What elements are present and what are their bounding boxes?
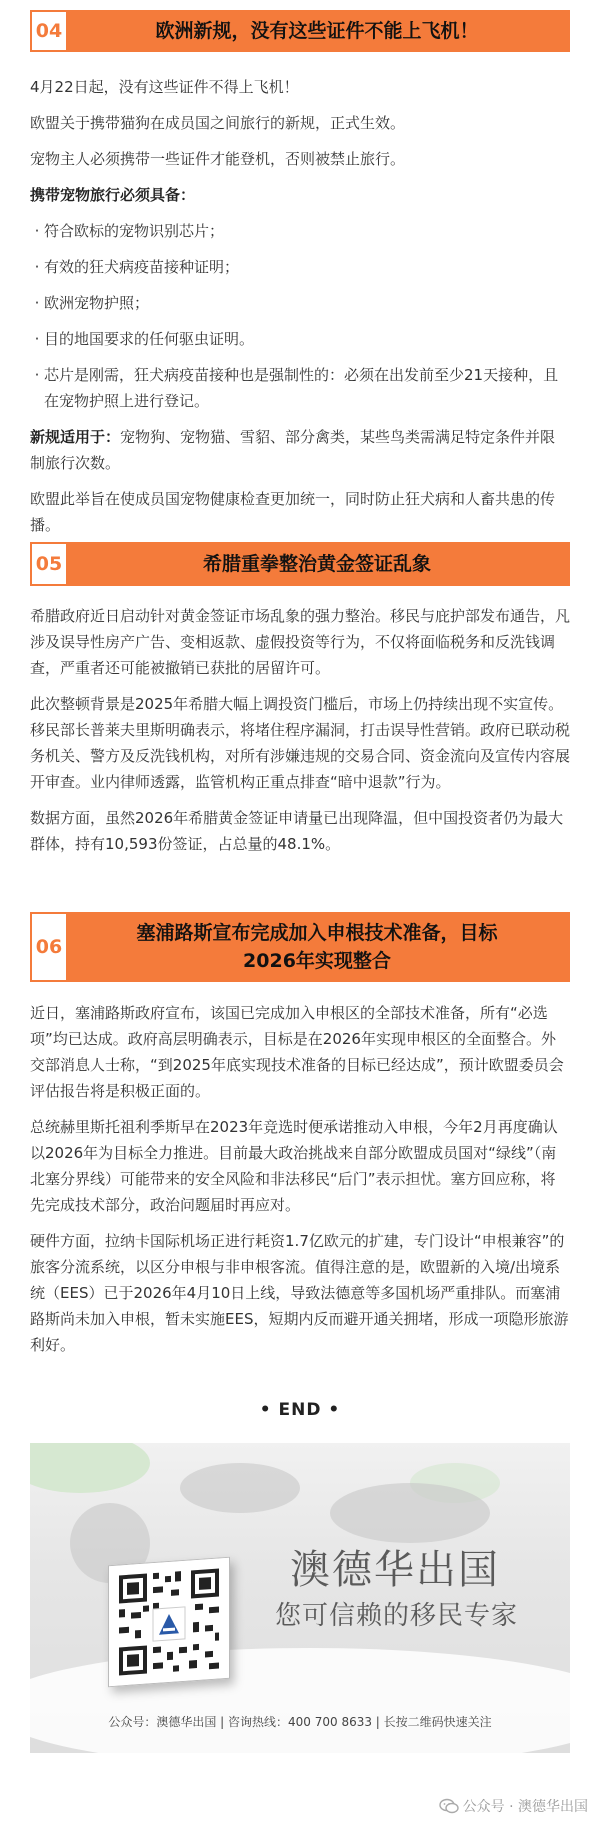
section-05-body — [30, 603, 570, 867]
paragraph: 欧盟关于携带猫狗在成员国之间旅行的新规，正式生效。 — [30, 114, 406, 132]
bullet-dot: · — [34, 294, 40, 312]
list-item: · 欧洲宠物护照； — [30, 290, 570, 316]
paragraph: 数据方面，虽然2026年希腊黄金签证申请量已出现降温，但中国投资者仍为最大群体，持有10,593份签证，占总量的48.1%。 — [30, 809, 564, 853]
section-title: 欧洲新规，没有这些证件不能上飞机！ — [155, 20, 479, 42]
list-item: · 有效的狂犬病疫苗接种证明； — [30, 254, 570, 280]
qr-code-icon — [109, 1558, 229, 1686]
end-marker: • END • — [259, 1400, 341, 1420]
section-title-line: 2026年实现整合 — [243, 950, 391, 972]
list-item: · 目的地国要求的任何驱虫证明。 — [30, 326, 570, 352]
paragraph: 欧盟此举旨在使成员国宠物健康检查更加统一，同时防止狂犬病和人畜共患的传播。 — [30, 490, 556, 534]
paragraph: 宠物主人必须携带一些证件才能登机，否则被禁止旅行。 — [30, 150, 406, 168]
section-title — [66, 914, 568, 980]
scope-label: 新规适用于： — [30, 428, 121, 446]
contact-footer: 公众号：澳德华出国 | 咨询热线：400 700 8633 | 长按二维码快速关注 — [108, 1715, 492, 1729]
section-04-header — [30, 10, 570, 52]
scope-paragraph — [30, 424, 570, 476]
map-decoration — [30, 1443, 150, 1493]
section-title-line: 塞浦路斯宣布完成加入申根技术准备，目标 — [136, 922, 498, 944]
account-watermark — [439, 1796, 588, 1816]
bullet-dot: · — [34, 366, 40, 384]
qr-code[interactable] — [108, 1557, 230, 1688]
section-06-header — [30, 912, 570, 982]
paragraph: 希腊政府近日启动针对黄金签证市场乱象的强力整治。移民与庇护部发布通告，凡涉及误导性房产广告、变相返款、虚假投资等行为，不仅将面临税务和反洗钱调查，严重者还可能被撤销已获批的居留许可。 — [30, 607, 571, 677]
bullet-dot: · — [34, 222, 40, 240]
map-decoration — [330, 1483, 490, 1543]
requirements-heading: 携带宠物旅行必须具备： — [30, 186, 196, 204]
paragraph: 硬件方面，拉纳卡国际机场正进行耗资1.7亿欧元的扩建，专门设计“申根兼容”的旅客分流系统，以区分申根与非申根客流。值得注意的是，欧盟新的入境/出境系统（EES）已于2026年4月10日上线，导致法德意等多国机场严重排队。而塞浦路斯尚未加入申根，暂未实施EES，短期内反而避开通关拥堵，形成一项隐形旅游利好。 — [30, 1232, 569, 1354]
section-06-body — [30, 1000, 570, 1368]
promo-banner — [30, 1443, 570, 1753]
bullet-dot: · — [34, 258, 40, 276]
watermark-text: 公众号 · 澳德华出国 — [462, 1799, 588, 1815]
paragraph: 近日，塞浦路斯政府宣布，该国已完成加入申根区的全部技术准备，所有“必选项”均已达成。政府高层明确表示，目标是在2026年实现申根区的全面整合。外交部消息人士称，“到2025年底实现技术准备的目标已经达成”，预计欧盟委员会评估报告将是积极正面的。 — [30, 1004, 564, 1100]
list-item: · 符合欧标的宠物识别芯片； — [30, 218, 570, 244]
bullet-dot: · — [34, 330, 40, 348]
paragraph: 此次整顿背景是2025年希腊大幅上调投资门槛后，市场上仍持续出现不实宣传。移民部长普莱夫里斯明确表示，将堵住程序漏洞，打击误导性营销。政府已联动税务机关、警方及反洗钱机构，对所有涉嫌违规的交易合同、资金流向及宣传内容展开审查。业内律师透露，监管机构正重点排查“暗中退款”行为。 — [30, 695, 571, 791]
wechat-icon — [439, 1798, 459, 1814]
section-number: 04 — [32, 12, 66, 50]
section-number: 06 — [32, 914, 66, 980]
map-decoration — [180, 1463, 300, 1513]
scope-text: 宠物狗、宠物猫、雪貂、部分禽类，某些鸟类需满足特定条件并限制旅行次数。 — [30, 428, 556, 472]
brand-name: 澳德华出国 — [290, 1547, 500, 1593]
section-05-header — [30, 542, 570, 586]
section-number: 05 — [32, 544, 66, 584]
paragraph: 总统赫里斯托祖利季斯早在2023年竞选时便承诺推动入申根，今年2月再度确认以2026年为目标全力推进。目前最大政治挑战来自部分欧盟成员国对“绿线”（南北塞分界线）可能带来的安全风险和非法移民“后门”表示担忧。塞方回应称，将先完成技术部分，政治问题届时再应对。 — [30, 1118, 558, 1214]
paragraph: 4月22日起，没有这些证件不得上飞机！ — [30, 78, 299, 96]
list-item: · 芯片是刚需，狂犬病疫苗接种也是强制性的：必须在出发前至少21天接种，且在宠物护照上进行登记。 — [30, 362, 570, 414]
section-04-body — [30, 74, 570, 548]
section-title: 希腊重拳整治黄金签证乱象 — [202, 553, 431, 575]
brand-slogan: 您可信赖的移民专家 — [275, 1601, 519, 1631]
